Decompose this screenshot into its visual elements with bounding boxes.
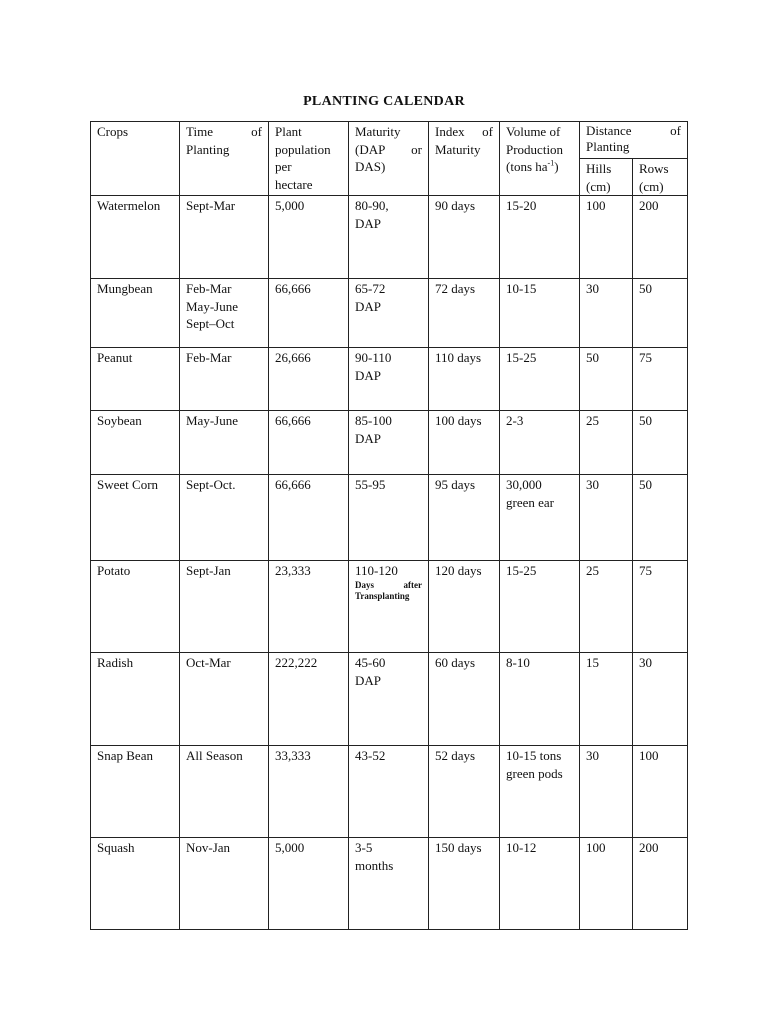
population-cell [269, 196, 349, 279]
volume-of-production: 2-3 [506, 413, 524, 428]
header-plant-population [269, 122, 349, 196]
population-cell [269, 348, 349, 411]
maturity-cell [349, 411, 429, 475]
header-volume-line-3 [506, 158, 573, 176]
plant-population: 23,333 [275, 563, 311, 578]
crop-cell [91, 653, 180, 746]
header-crops [91, 122, 180, 196]
population-cell [269, 653, 349, 746]
header-volume-line-1: Volume of [506, 124, 561, 139]
maturity-note-line-2: Transplanting [355, 590, 410, 601]
hills-cell [580, 348, 633, 411]
header-index-word-a: Index [435, 124, 465, 139]
index-cell [429, 279, 500, 348]
rows-cell [633, 561, 688, 653]
volume-of-production: 15-20 [506, 198, 537, 213]
plant-population: 33,333 [275, 748, 311, 763]
header-volume-unit: (tons ha [506, 159, 548, 174]
table-row [91, 653, 688, 746]
volume-of-production: 30,000 [506, 477, 542, 492]
header-population-line-2: population [275, 141, 331, 157]
hills-distance: 30 [586, 477, 599, 492]
header-hills-line-2: (cm) [586, 178, 611, 194]
time-cell [180, 838, 269, 930]
hills-distance: 25 [586, 563, 599, 578]
maturity-value: 90-110 [355, 350, 392, 365]
index-cell [429, 838, 500, 930]
header-crops-label: Crops [97, 124, 129, 139]
hills-cell [580, 838, 633, 930]
index-of-maturity: 90 days [435, 198, 476, 213]
time-cell [180, 279, 269, 348]
header-maturity-word-b: or [411, 141, 422, 157]
plant-population: 26,666 [275, 350, 311, 365]
maturity-cell [349, 475, 429, 561]
plant-population: 5,000 [275, 840, 305, 855]
maturity-cell [349, 279, 429, 348]
volume-of-production: 10-15 tons [506, 748, 562, 763]
hills-cell [580, 653, 633, 746]
maturity-note [355, 580, 422, 602]
time-of-planting: Sept-Jan [186, 563, 231, 578]
maturity-note-line-1: Days after [355, 579, 422, 590]
header-population-line-1: Plant [275, 124, 302, 139]
hills-distance: 25 [586, 413, 599, 428]
header-distance-line-1 [586, 123, 681, 139]
index-of-maturity: 60 days [435, 655, 476, 670]
table-row [91, 746, 688, 838]
crop-name: Mungbean [97, 281, 153, 296]
header-distance-word-a: Distance [586, 123, 632, 138]
hills-distance: 30 [586, 281, 599, 296]
index-of-maturity: 120 days [435, 563, 482, 578]
time-cell [180, 348, 269, 411]
rows-cell [633, 279, 688, 348]
maturity-value: 80-90, [355, 198, 389, 213]
header-index-word-b: of [482, 124, 493, 139]
time-of-planting: Feb-Mar [186, 350, 232, 365]
index-cell [429, 475, 500, 561]
rows-cell [633, 475, 688, 561]
maturity-value: 55-95 [355, 477, 386, 492]
time-of-planting: May-June [186, 298, 238, 314]
header-maturity [349, 122, 429, 196]
index-cell [429, 653, 500, 746]
maturity-cell [349, 196, 429, 279]
maturity-value: 45-60 [355, 655, 386, 670]
table-row [91, 561, 688, 653]
header-index-line-1 [435, 123, 493, 141]
index-cell [429, 746, 500, 838]
hills-cell [580, 746, 633, 838]
hills-cell [580, 411, 633, 475]
header-distance-line-2: Planting [586, 139, 630, 154]
maturity-value: months [355, 857, 394, 873]
rows-distance: 100 [639, 748, 659, 763]
crop-cell [91, 561, 180, 653]
index-cell [429, 348, 500, 411]
maturity-cell [349, 561, 429, 653]
maturity-cell [349, 746, 429, 838]
time-cell [180, 475, 269, 561]
volume-of-production: 10-12 [506, 840, 537, 855]
volume-cell [500, 746, 580, 838]
rows-distance: 200 [639, 840, 659, 855]
volume-cell [500, 279, 580, 348]
maturity-value: DAP [355, 215, 382, 231]
time-cell [180, 196, 269, 279]
index-of-maturity: 72 days [435, 281, 476, 296]
crop-name: Squash [97, 840, 135, 855]
table-row [91, 279, 688, 348]
population-cell [269, 561, 349, 653]
volume-of-production: 10-15 [506, 281, 537, 296]
maturity-cell [349, 653, 429, 746]
hills-cell [580, 279, 633, 348]
rows-cell [633, 838, 688, 930]
volume-cell [500, 653, 580, 746]
page-title: PLANTING CALENDAR [303, 94, 465, 109]
plant-population: 5,000 [275, 198, 305, 213]
rows-distance: 50 [639, 477, 652, 492]
header-maturity-line-3: DAS) [355, 159, 386, 174]
index-cell [429, 561, 500, 653]
header-hills [580, 159, 633, 196]
crop-cell [91, 746, 180, 838]
table-row [91, 838, 688, 930]
planting-calendar-table [90, 121, 688, 930]
crop-cell [91, 196, 180, 279]
population-cell [269, 475, 349, 561]
crop-cell [91, 411, 180, 475]
header-maturity-line-2 [355, 141, 422, 159]
header-volume-superscript: -1 [547, 158, 555, 168]
volume-cell [500, 411, 580, 475]
population-cell [269, 838, 349, 930]
header-row [91, 122, 688, 159]
time-of-planting: May-June [186, 413, 238, 428]
volume-of-production: green pods [506, 765, 563, 781]
hills-cell [580, 196, 633, 279]
time-of-planting: Sept–Oct [186, 316, 235, 331]
crop-name: Soybean [97, 413, 142, 428]
hills-distance: 100 [586, 840, 606, 855]
header-distance-word-b: of [670, 123, 682, 138]
rows-cell [633, 653, 688, 746]
rows-distance: 75 [639, 350, 652, 365]
crop-cell [91, 348, 180, 411]
time-of-planting: All Season [186, 748, 243, 763]
index-of-maturity: 95 days [435, 477, 476, 492]
index-of-maturity: 150 days [435, 840, 482, 855]
hills-distance: 15 [586, 655, 599, 670]
header-time-word-a: Time [186, 124, 213, 139]
volume-cell [500, 196, 580, 279]
header-volume-line-2: Production [506, 141, 564, 157]
index-cell [429, 196, 500, 279]
rows-distance: 75 [639, 563, 652, 578]
rows-distance: 200 [639, 198, 659, 213]
volume-of-production: 8-10 [506, 655, 530, 670]
header-distance-of-planting [580, 122, 688, 159]
time-cell [180, 411, 269, 475]
maturity-value: DAP [355, 298, 382, 314]
maturity-value: 85-100 [355, 413, 392, 428]
population-cell [269, 411, 349, 475]
time-of-planting: Sept-Oct. [186, 477, 236, 492]
table-row [91, 475, 688, 561]
table-row [91, 411, 688, 475]
table-row [91, 196, 688, 279]
rows-distance: 30 [639, 655, 652, 670]
rows-cell [633, 411, 688, 475]
crop-cell [91, 838, 180, 930]
header-population-line-3: per [275, 159, 292, 174]
volume-of-production: green ear [506, 494, 554, 510]
maturity-cell [349, 838, 429, 930]
plant-population: 66,666 [275, 413, 311, 428]
table-row [91, 348, 688, 411]
header-time-word-c: Planting [186, 141, 230, 157]
population-cell [269, 746, 349, 838]
header-index-of-maturity [429, 122, 500, 196]
maturity-value: 3-5 [355, 840, 373, 855]
crop-name: Snap Bean [97, 748, 153, 763]
maturity-value: DAP [355, 672, 382, 688]
crop-name: Radish [97, 655, 134, 670]
header-time-line-1 [186, 123, 262, 141]
rows-cell [633, 746, 688, 838]
index-of-maturity: 110 days [435, 350, 482, 365]
time-cell [180, 561, 269, 653]
volume-cell [500, 475, 580, 561]
header-rows [633, 159, 688, 196]
hills-distance: 50 [586, 350, 599, 365]
rows-distance: 50 [639, 413, 652, 428]
crop-name: Watermelon [97, 198, 161, 213]
time-of-planting: Sept-Mar [186, 198, 236, 213]
volume-cell [500, 561, 580, 653]
volume-cell [500, 348, 580, 411]
rows-distance: 50 [639, 281, 652, 296]
maturity-value: DAP [355, 430, 382, 446]
crop-name: Peanut [97, 350, 133, 365]
crop-name: Potato [97, 563, 131, 578]
plant-population: 66,666 [275, 477, 311, 492]
maturity-value: 65-72 [355, 281, 386, 296]
header-rows-line-1: Rows [639, 161, 669, 176]
rows-cell [633, 196, 688, 279]
header-time-of-planting [180, 122, 269, 196]
crop-cell [91, 475, 180, 561]
hills-distance: 30 [586, 748, 599, 763]
volume-of-production: 15-25 [506, 350, 537, 365]
rows-cell [633, 348, 688, 411]
hills-cell [580, 561, 633, 653]
volume-cell [500, 838, 580, 930]
maturity-cell [349, 348, 429, 411]
crop-name: Sweet Corn [97, 477, 159, 492]
time-cell [180, 746, 269, 838]
maturity-value: 110-120 [355, 563, 398, 578]
time-of-planting: Feb-Mar [186, 281, 232, 296]
header-maturity-line-1: Maturity [355, 124, 401, 139]
maturity-value: DAP [355, 367, 382, 383]
time-of-planting: Oct-Mar [186, 655, 231, 670]
time-cell [180, 653, 269, 746]
hills-distance: 100 [586, 198, 606, 213]
index-cell [429, 411, 500, 475]
plant-population: 66,666 [275, 281, 311, 296]
header-index-line-2: Maturity [435, 141, 481, 157]
header-volume-close: ) [554, 159, 559, 174]
header-hills-line-1: Hills [586, 161, 612, 176]
header-population-line-4: hectare [275, 176, 313, 192]
hills-cell [580, 475, 633, 561]
plant-population: 222,222 [275, 655, 318, 670]
header-time-word-b: of [251, 124, 262, 139]
crop-cell [91, 279, 180, 348]
volume-of-production: 15-25 [506, 563, 537, 578]
index-of-maturity: 52 days [435, 748, 476, 763]
maturity-value: 43-52 [355, 748, 386, 763]
header-maturity-word-a: (DAP [355, 141, 386, 157]
population-cell [269, 279, 349, 348]
index-of-maturity: 100 days [435, 413, 482, 428]
time-of-planting: Nov-Jan [186, 840, 231, 855]
header-volume-of-production [500, 122, 580, 196]
header-rows-line-2: (cm) [639, 178, 664, 194]
